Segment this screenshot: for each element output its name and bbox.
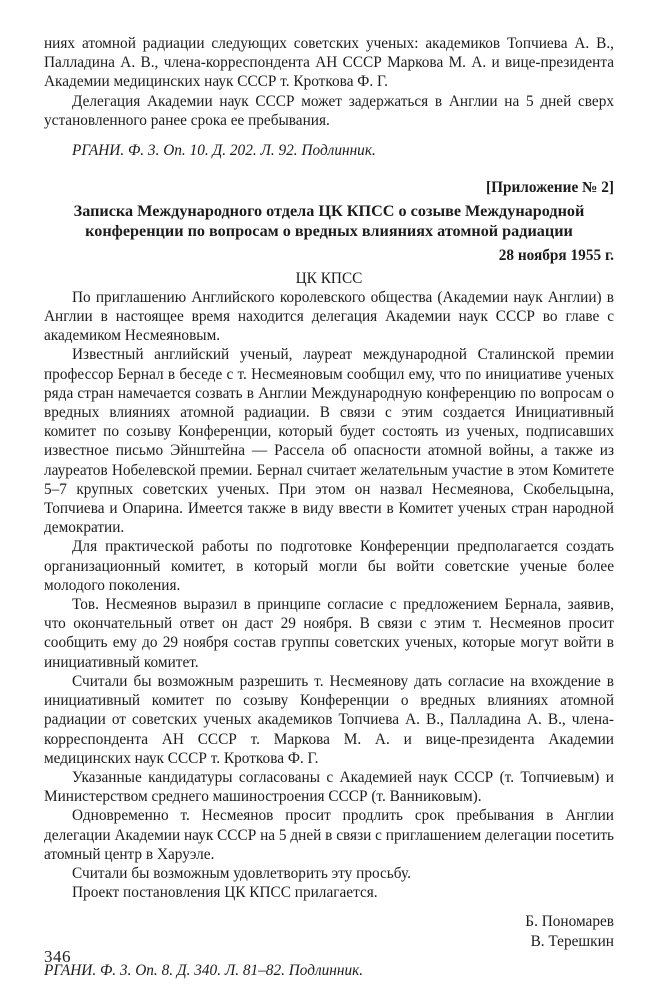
archive-source-reference-final: РГАНИ. Ф. 3. Оп. 8. Д. 340. Л. 81–82. Подлинник. bbox=[44, 961, 364, 979]
continued-paragraph: ниях атомной радиации следующих советских ученых: академиков Топчиева А. В., Палладина А. В., члена-корреспондента АН СССР Маркова М. А. и вице-президента Академии медицинских наук СССР т. Кроткова Ф. Г. bbox=[44, 35, 614, 91]
document-body bbox=[44, 34, 614, 980]
document-date: 28 ноября 1955 г. bbox=[498, 247, 614, 265]
body-paragraph: Тов. Несмеянов выразил в принципе согласие с предложением Бернала, заявив, что окончательный ответ он даст 29 ноября. В связи с этим т. Несмеянов просит сообщить ему до 29 ноября состав группы советских ученых, которые могут войти в инициативный комитет. bbox=[44, 596, 614, 671]
appendix-label: [Приложение № 2] bbox=[485, 179, 614, 197]
body-paragraph: По приглашению Английского королевского общества (Академии наук Англии) в Англии в настоящее время находится делегация Академии наук СССР во главе с академиком Несмеяновым. bbox=[44, 288, 614, 345]
body-paragraph: Известный английский ученый, лауреат международной Сталинской премии профессор Бернал в беседе с т. Несмеяновым сообщил ему, что по инициативе ученых ряда стран намечается созвать в Англии Международную конференцию по вопросам о вредных влияниях атомной радиации. В связи с этим создается Инициативный комитет по созыву Конференции, который будет состоять из ученых, подписавших известное письмо Эйнштейна — Рассела об опасности атомной войны, а также из лауреатов Нобелевской премии. Бернал считает желательным участие в этом Комитете 5–7 крупных советских ученых. При этом он назвал Несмеянова, Скобельцына, Топчиева и Опарина. Имеется также в виду ввести в Комитет ученых стран народной демократии. bbox=[44, 346, 614, 537]
body-paragraph: Для практической работы по подготовке Конференции предполагается создать организационный комитет, в который могли бы войти советские ученые более молодого поколения. bbox=[44, 538, 614, 594]
body-paragraph: Одновременно т. Несмеянов просит продлить срок пребывания в Англии делегации Академии наук СССР на 5 дней в связи с приглашением делегации посетить атомный центр в Харуэле. bbox=[44, 807, 614, 863]
body-paragraph: Считали бы возможным разрешить т. Несмеянову дать согласие на вхождение в инициативный комитет по созыву Конференции о вредных влияниях атомной радиации от советских ученых академиков Топчиева А. В., Палладина А. В., члена-корреспондента АН СССР т. Маркова М. А. и вице-президента Академии медицинских наук СССР т. Кроткова Ф. Г. bbox=[44, 672, 614, 767]
signature-tereshkin: В. Терешкин bbox=[530, 932, 614, 950]
body-paragraph: Считали бы возможным удовлетворить эту просьбу. bbox=[72, 864, 411, 882]
paragraph-delegation-stay: Делегация Академии наук СССР может задержаться в Англии на 5 дней сверх установленного ранее срока ее пребывания. bbox=[44, 92, 614, 129]
page-number: 346 bbox=[44, 947, 71, 966]
archive-source-reference: РГАНИ. Ф. 3. Оп. 10. Д. 202. Л. 92. Подлинник. bbox=[72, 142, 376, 160]
addressee: ЦК КПСС bbox=[295, 269, 363, 287]
signature-ponomarev: Б. Пономарев bbox=[525, 913, 614, 931]
document-title: Записка Международного отдела ЦК КПСС о созыве Международной конференции по вопросам о вредных влияниях атомной радиации bbox=[73, 202, 585, 240]
body-paragraph: Указанные кандидатуры согласованы с Академией наук СССР (т. Топчиевым) и Министерством среднего машиностроения СССР (т. Ванниковым). bbox=[44, 768, 614, 806]
body-paragraph: Проект постановления ЦК КПСС прилагается. bbox=[72, 884, 378, 902]
